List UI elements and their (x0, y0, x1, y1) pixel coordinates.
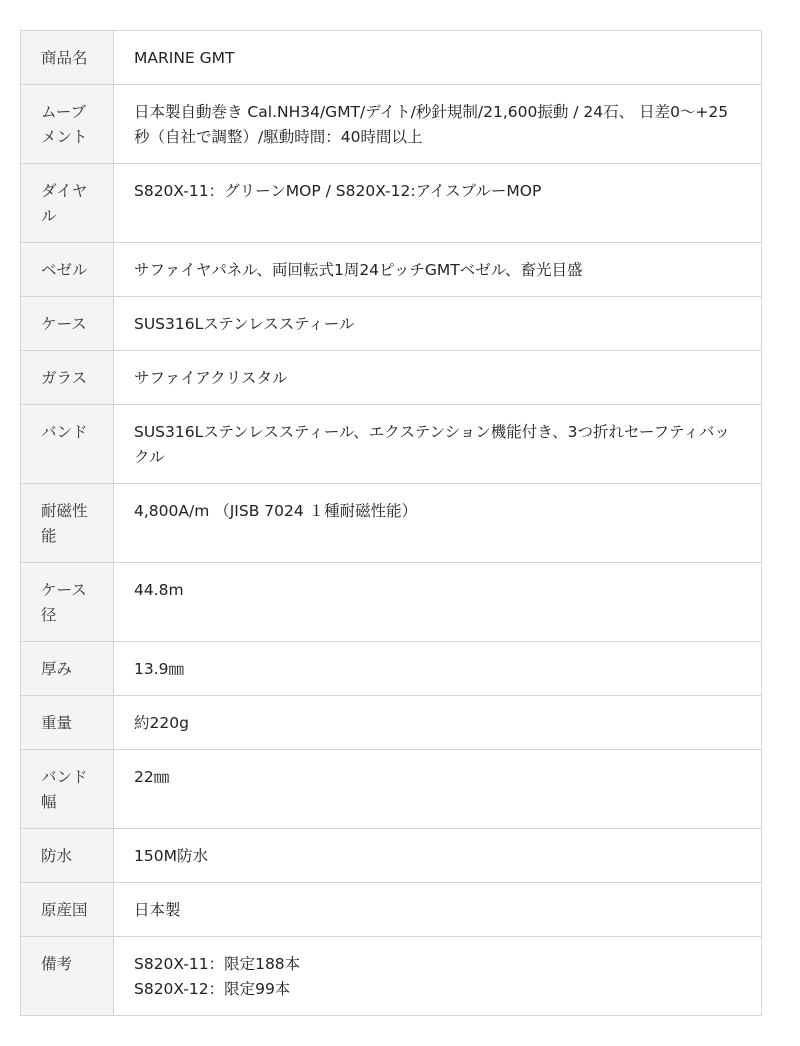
spec-label: バンド幅 (21, 750, 114, 829)
spec-table (20, 30, 762, 1016)
spec-value: サファイアクリスタル (114, 351, 762, 405)
spec-label: ケース径 (21, 563, 114, 642)
spec-label: 厚み (21, 642, 114, 696)
spec-label: 商品名 (21, 31, 114, 85)
spec-row-band (21, 405, 762, 484)
spec-value: 日本製 (114, 883, 762, 937)
spec-value: MARINE GMT (114, 31, 762, 85)
spec-value: 約220g (114, 696, 762, 750)
spec-value: S820X-11：限定188本 S820X-12：限定99本 (114, 937, 762, 1016)
spec-row-water-resistance (21, 829, 762, 883)
spec-row-origin (21, 883, 762, 937)
spec-value: S820X-11：グリーンMOP / S820X-12:アイスブルーMOP (114, 164, 762, 243)
spec-label: 原産国 (21, 883, 114, 937)
spec-label: 備考 (21, 937, 114, 1016)
spec-row-weight (21, 696, 762, 750)
spec-value: 44.8m (114, 563, 762, 642)
spec-row-movement (21, 85, 762, 164)
spec-row-notes (21, 937, 762, 1016)
spec-label: バンド (21, 405, 114, 484)
spec-label: ガラス (21, 351, 114, 405)
spec-row-bezel (21, 243, 762, 297)
spec-value: 150M防水 (114, 829, 762, 883)
spec-value: 13.9㎜ (114, 642, 762, 696)
spec-label: ダイヤル (21, 164, 114, 243)
spec-value: SUS316Lステンレススティール、エクステンション機能付き、3つ折れセーフティバックル (114, 405, 762, 484)
spec-value: SUS316Lステンレススティール (114, 297, 762, 351)
spec-row-case (21, 297, 762, 351)
spec-row-dial (21, 164, 762, 243)
spec-label: 防水 (21, 829, 114, 883)
spec-row-glass (21, 351, 762, 405)
spec-value: サファイヤパネル、両回転式1周24ピッチGMTベゼル、畜光目盛 (114, 243, 762, 297)
spec-value: 日本製自動巻き Cal.NH34/GMT/デイト/秒針規制/21,600振動 / 24石、 日差0〜+25秒（自社で調整）/駆動時間：40時間以上 (114, 85, 762, 164)
spec-label: ケース (21, 297, 114, 351)
spec-row-band-width (21, 750, 762, 829)
spec-label: ベゼル (21, 243, 114, 297)
spec-value: 22㎜ (114, 750, 762, 829)
spec-label: 重量 (21, 696, 114, 750)
spec-row-magnetic-resistance (21, 484, 762, 563)
spec-row-thickness (21, 642, 762, 696)
spec-value: 4,800A/m （JISB 7024 １種耐磁性能） (114, 484, 762, 563)
spec-label: 耐磁性能 (21, 484, 114, 563)
spec-row-case-diameter (21, 563, 762, 642)
spec-row-product-name (21, 31, 762, 85)
spec-label: ムーブメント (21, 85, 114, 164)
